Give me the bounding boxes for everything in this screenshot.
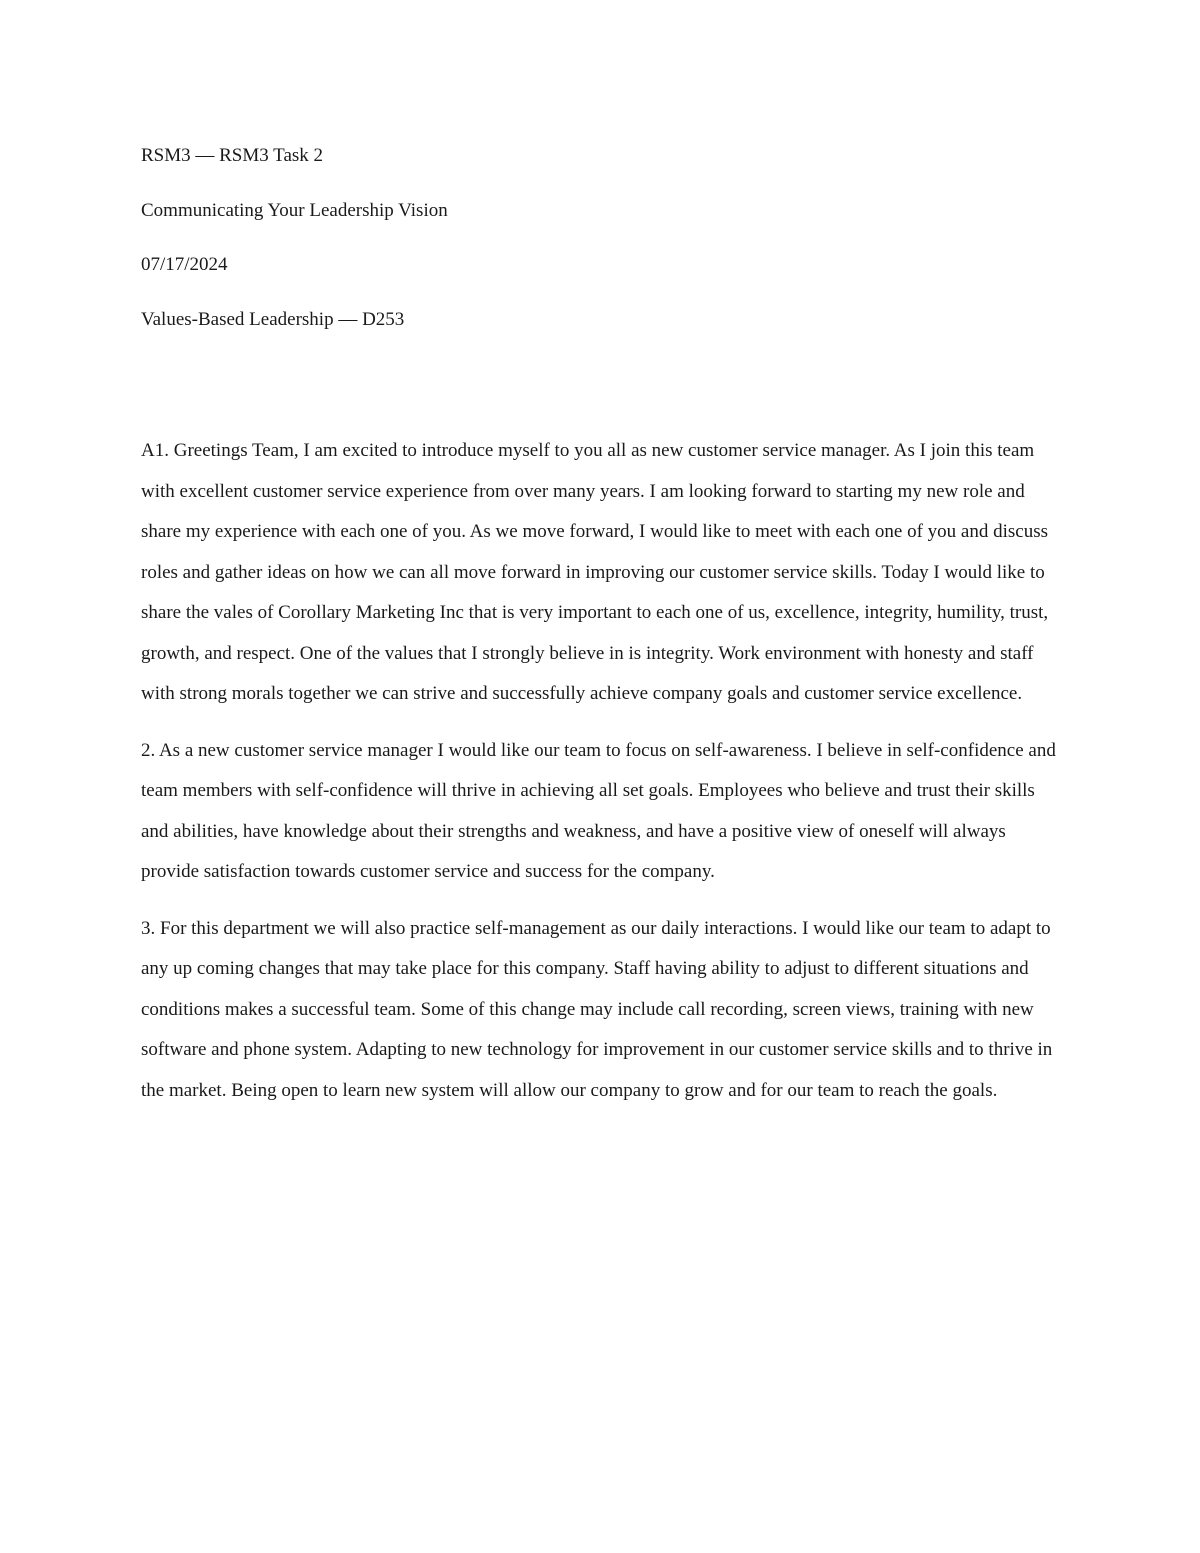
document-title: Communicating Your Leadership Vision bbox=[141, 199, 448, 221]
paragraph-2: 2. As a new customer service manager I would like our team to focus on self-awareness. I believe in self-confidence and team members with self-confidence will thrive in achieving all set goals. Employees who believe and trust their skills and abilities, have knowledge about their strengths and weakness, and have a positive view of oneself will always provide satisfaction towards customer service and success for the company. bbox=[141, 739, 1056, 882]
document-header bbox=[141, 144, 1061, 362]
course-name: Values-Based Leadership — D253 bbox=[141, 308, 405, 330]
document-body bbox=[141, 431, 1066, 1127]
paragraph-3: 3. For this department we will also practice self-management as our daily interactions. I would like our team to adapt to any up coming changes that may take place for this company. Staff having ability to adjust to different situations and conditions makes a successful team. Some of this change may include call recording, screen views, training with new software and phone system. Adapting to new technology for improvement in our customer service skills and to thrive in the market. Being open to learn new system will allow our company to grow and for our team to reach the goals. bbox=[141, 917, 1053, 1101]
document-date: 07/17/2024 bbox=[141, 254, 228, 275]
course-line: RSM3 — RSM3 Task 2 bbox=[141, 145, 324, 166]
paragraph-a1: A1. Greetings Team, I am excited to introduce myself to you all as new customer service manager. As I join this team with excellent customer service experience from over many years. I am looking forward to starting my new role and share my experience with each one of you. As we move forward, I would like to meet with each one of you and discuss roles and gather ideas on how we can all move forward in improving our customer service skills. Today I would like to share the vales of Corollary Marketing Inc that is very important to each one of us, excellence, integrity, humility, trust, growth, and respect. One of the values that I strongly believe in is integrity. Work environment with honesty and staff with strong morals together we can strive and successfully achieve company goals and customer service excellence. bbox=[141, 440, 1049, 704]
